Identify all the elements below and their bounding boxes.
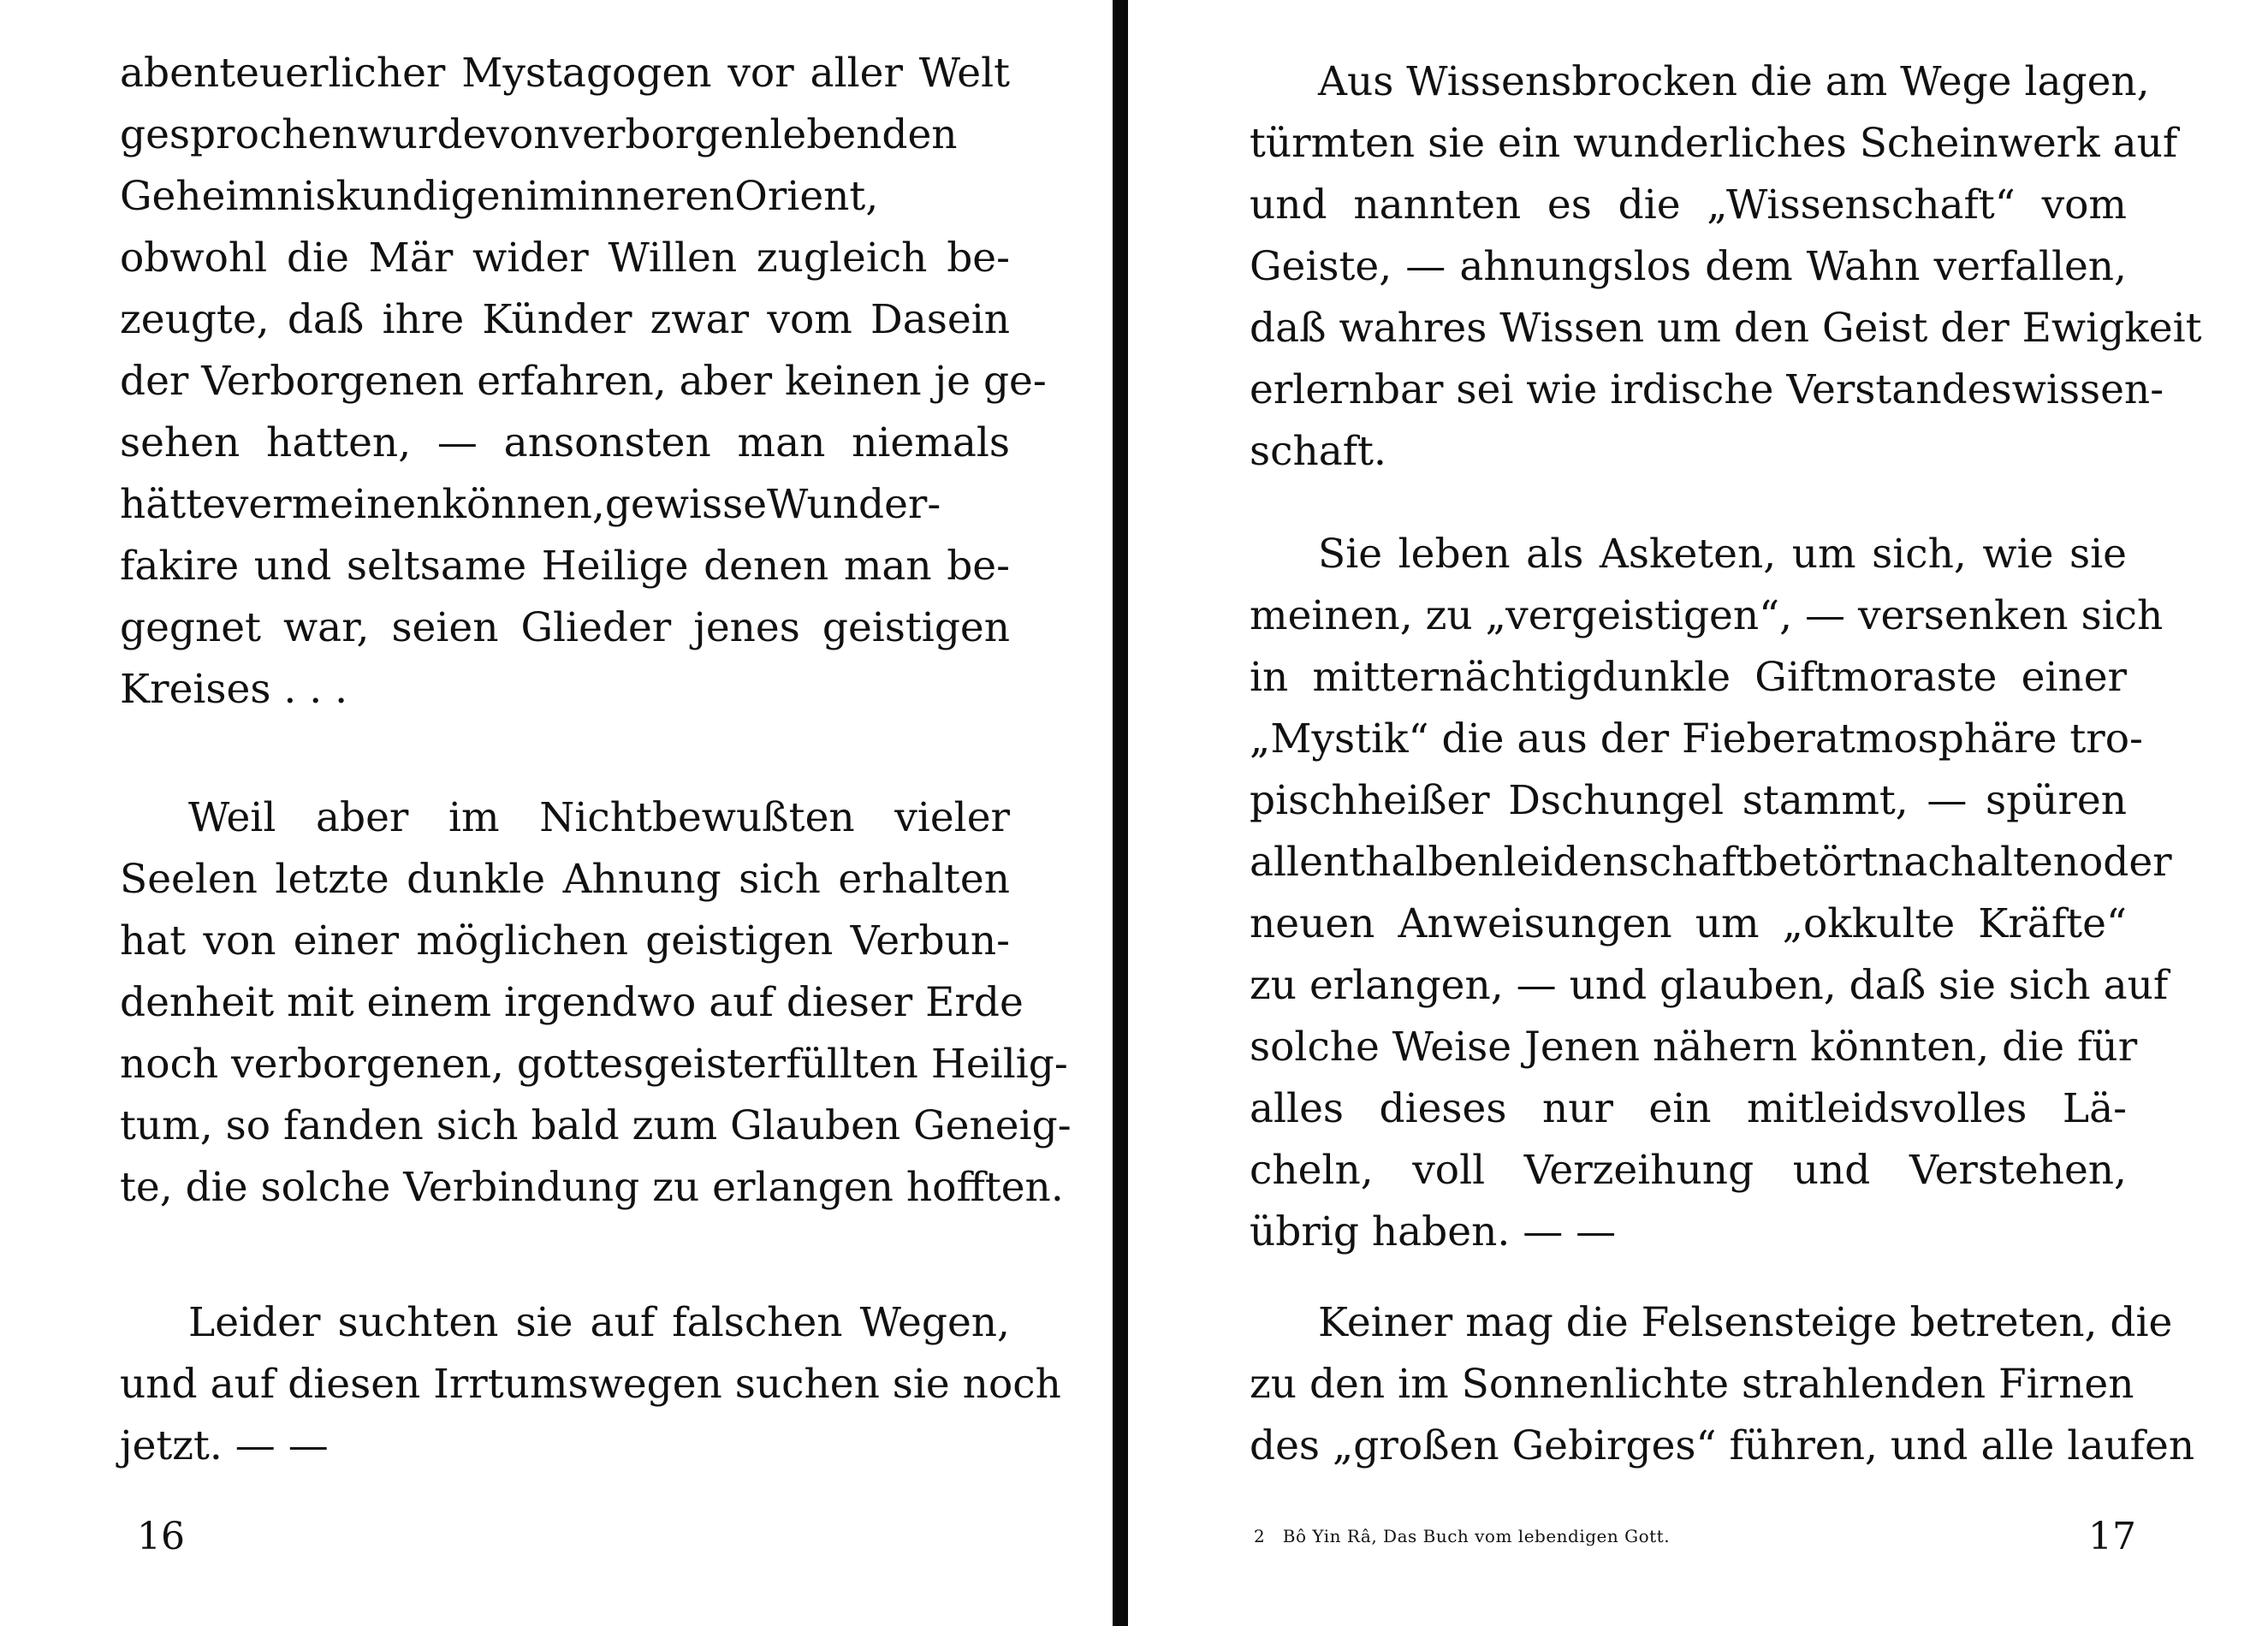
text-line: und nannten es die „Wissenschaft“ vom <box>1250 181 2127 228</box>
text-line: tum, so fanden sich bald zum Glauben Geneig- <box>120 1102 1072 1149</box>
text-line: zu den im Sonnenlichte strahlenden Firnen <box>1250 1361 2134 1408</box>
text-line: hat von einer möglichen geistigen Verbun- <box>120 917 1010 964</box>
text-line: Aus Wissensbrocken die am Wege lagen, <box>1318 58 2150 105</box>
text-line: und auf diesen Irrtumswegen suchen sie noch <box>120 1361 1061 1408</box>
book-gutter <box>1113 0 1128 1626</box>
text-line: zeugte, daß ihre Künder zwar vom Dasein <box>120 296 1010 343</box>
text-line: sehen hatten, — ansonsten man niemals <box>120 419 1010 466</box>
text-line: zu erlangen, — und glauben, daß sie sich auf <box>1250 962 2169 1009</box>
text-line: neuen Anweisungen um „okkulte Kräfte“ <box>1250 900 2127 947</box>
text-line: solche Weise Jenen nähern könnten, die für <box>1250 1024 2138 1071</box>
text-line: Seelen letzte dunkle Ahnung sich erhalten <box>120 856 1010 903</box>
text-line: alles dieses nur ein mitleidsvolles Lä- <box>1250 1085 2127 1132</box>
text-line: allenthalbenleidenschaftbetörtnachaltenoder <box>1250 839 2172 886</box>
left-paragraph-1 <box>120 43 1047 721</box>
text-line: daß wahres Wissen um den Geist der Ewigkeit <box>1250 305 2202 352</box>
page-number-right: 17 <box>2088 1515 2136 1558</box>
text-line: in mitternächtigdunkle Giftmoraste einer <box>1250 654 2127 701</box>
text-line: Weil aber im Nichtbewußten vieler <box>188 794 1010 841</box>
left-paragraph-3 <box>120 1292 1061 1477</box>
right-paragraph-2 <box>1250 524 2172 1263</box>
text-line: übrig haben. — — <box>1250 1208 1617 1255</box>
text-line: GeheimniskundigeniminnerenOrient, <box>120 173 879 220</box>
page-number-left: 16 <box>137 1515 185 1558</box>
text-line: denheit mit einem irgendwo auf dieser Erde <box>120 979 1024 1026</box>
text-line: schaft. <box>1250 428 1386 475</box>
text-line: noch verborgenen, gottesgeisterfüllten Heilig- <box>120 1041 1068 1088</box>
text-line: Geiste, — ahnungslos dem Wahn verfallen, <box>1250 243 2127 290</box>
text-line: hättevermeinenkönnen,gewisseWunder- <box>120 481 941 528</box>
text-line: gesprochenwurdevonverborgenlebenden <box>120 111 958 158</box>
text-line: der Verborgenen erfahren, aber keinen je ge- <box>120 358 1047 405</box>
right-page <box>1130 0 2268 1626</box>
left-page <box>0 0 1104 1626</box>
text-line: jetzt. — — <box>120 1422 329 1469</box>
text-line: Sie leben als Asketen, um sich, wie sie <box>1318 531 2127 578</box>
text-line: Keiner mag die Felsensteige betreten, die <box>1318 1299 2173 1346</box>
text-line: des „großen Gebirges“ führen, und alle laufen <box>1250 1422 2195 1469</box>
text-line: cheln, voll Verzeihung und Verstehen, <box>1250 1147 2127 1194</box>
text-line: erlernbar sei wie irdische Verstandeswissen- <box>1250 366 2164 413</box>
text-line: fakire und seltsame Heilige denen man be- <box>120 543 1010 590</box>
text-line: obwohl die Mär wider Willen zugleich be- <box>120 234 1010 282</box>
text-line: Kreises . . . <box>120 666 348 713</box>
text-line: pischheißer Dschungel stammt, — spüren <box>1250 777 2127 824</box>
footnote: 2 Bô Yin Râ, Das Buch vom lebendigen Gott. <box>1254 1526 1671 1546</box>
text-line: türmten sie ein wunderliches Scheinwerk auf <box>1250 120 2178 167</box>
right-paragraph-3 <box>1250 1292 2195 1477</box>
text-line: gegnet war, seien Glieder jenes geistigen <box>120 604 1010 651</box>
text-line: te, die solche Verbindung zu erlangen hofften. <box>120 1164 1064 1211</box>
text-line: abenteuerlicher Mystagogen vor aller Welt <box>120 50 1010 97</box>
text-line: meinen, zu „vergeistigen“, — versenken sich <box>1250 592 2164 639</box>
text-line: Leider suchten sie auf falschen Wegen, <box>188 1299 1010 1346</box>
left-paragraph-2 <box>120 787 1072 1219</box>
right-paragraph-1 <box>1250 51 2202 483</box>
text-line: „Mystik“ die aus der Fieberatmosphäre tro- <box>1250 715 2143 763</box>
